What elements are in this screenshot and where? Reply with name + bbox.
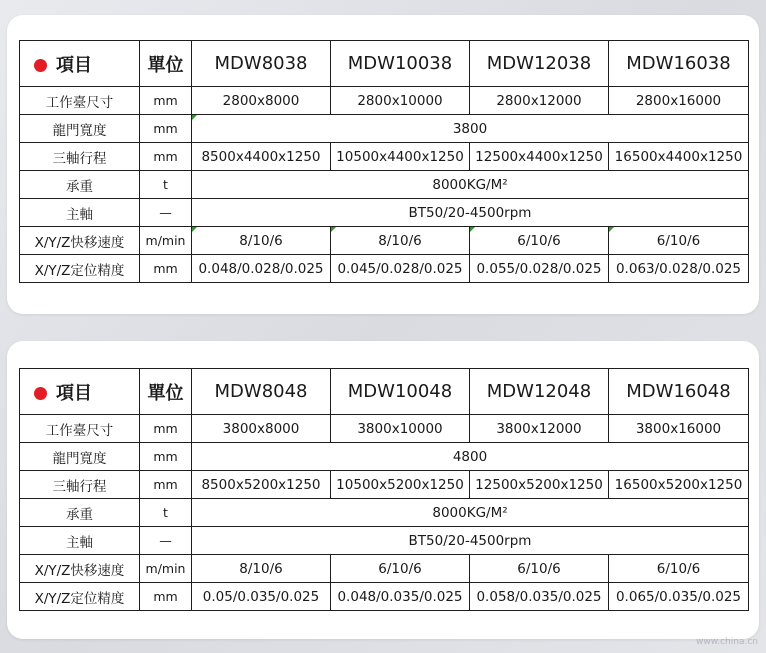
row-unit: m/min <box>140 555 192 583</box>
cell-value: 3800x10000 <box>331 415 470 443</box>
table-row <box>20 527 749 555</box>
cell-shared-value: BT50/20-4500rpm <box>192 527 749 555</box>
cell-value: 8/10/6 <box>331 227 470 255</box>
header-item <box>20 41 140 87</box>
cell-value: 6/10/6 <box>470 555 609 583</box>
cell-value: 6/10/6 <box>609 555 749 583</box>
cell-shared-value: 3800 <box>192 115 749 143</box>
cell-value: 0.058/0.035/0.025 <box>470 583 609 611</box>
table-row <box>20 143 749 171</box>
row-unit: mm <box>140 255 192 283</box>
cell-value: 0.065/0.035/0.025 <box>609 583 749 611</box>
header-item-label: 項目 <box>56 54 92 76</box>
model-header: MDW16048 <box>609 369 749 415</box>
model-header: MDW10048 <box>331 369 470 415</box>
cell-value: 0.045/0.028/0.025 <box>331 255 470 283</box>
cell-value: 12500x4400x1250 <box>470 143 609 171</box>
row-label: 龍門寬度 <box>20 443 140 471</box>
row-unit: t <box>140 171 192 199</box>
row-label: 工作臺尺寸 <box>20 415 140 443</box>
cell-value: 2800x8000 <box>192 87 331 115</box>
row-label: 工作臺尺寸 <box>20 87 140 115</box>
header-item <box>20 369 140 415</box>
model-header: MDW12048 <box>470 369 609 415</box>
row-label: 承重 <box>20 171 140 199</box>
model-header: MDW8038 <box>192 41 331 87</box>
table-row <box>20 199 749 227</box>
model-header: MDW12038 <box>470 41 609 87</box>
cell-value: 6/10/6 <box>331 555 470 583</box>
table-row <box>20 555 749 583</box>
table-row <box>20 87 749 115</box>
cell-value: 2800x10000 <box>331 87 470 115</box>
cell-value: 16500x5200x1250 <box>609 471 749 499</box>
cell-shared-value: 8000KG/M² <box>192 499 749 527</box>
cell-value: 3800x8000 <box>192 415 331 443</box>
table-row <box>20 115 749 143</box>
model-header: MDW8048 <box>192 369 331 415</box>
cell-value: 0.05/0.035/0.025 <box>192 583 331 611</box>
row-label: 主軸 <box>20 527 140 555</box>
row-label: 承重 <box>20 499 140 527</box>
row-unit: m/min <box>140 227 192 255</box>
row-unit: t <box>140 499 192 527</box>
table-row <box>20 415 749 443</box>
header-item-label: 項目 <box>56 382 92 404</box>
cell-value: 2800x16000 <box>609 87 749 115</box>
cell-shared-value: 4800 <box>192 443 749 471</box>
row-label: 三軸行程 <box>20 143 140 171</box>
header-unit: 單位 <box>140 41 192 87</box>
watermark: www.china.cn <box>695 637 758 647</box>
header-row <box>20 369 749 415</box>
row-unit: mm <box>140 415 192 443</box>
cell-value: 6/10/6 <box>470 227 609 255</box>
cell-value: 16500x4400x1250 <box>609 143 749 171</box>
row-unit: mm <box>140 471 192 499</box>
spec-table-2 <box>19 368 749 611</box>
header-row <box>20 41 749 87</box>
row-unit: mm <box>140 583 192 611</box>
cell-value: 8500x5200x1250 <box>192 471 331 499</box>
table-row <box>20 227 749 255</box>
row-unit: mm <box>140 443 192 471</box>
cell-value: 2800x12000 <box>470 87 609 115</box>
row-unit: mm <box>140 143 192 171</box>
cell-value: 8/10/6 <box>192 555 331 583</box>
red-dot-icon <box>34 387 47 400</box>
row-label: 主軸 <box>20 199 140 227</box>
spec-table-1 <box>19 40 749 283</box>
table-row <box>20 471 749 499</box>
spec-card-1 <box>7 15 759 314</box>
cell-value: 0.048/0.028/0.025 <box>192 255 331 283</box>
row-unit: — <box>140 199 192 227</box>
row-label: 三軸行程 <box>20 471 140 499</box>
row-label: 龍門寬度 <box>20 115 140 143</box>
cell-value: 3800x16000 <box>609 415 749 443</box>
model-header: MDW16038 <box>609 41 749 87</box>
table-row <box>20 499 749 527</box>
row-unit: — <box>140 527 192 555</box>
cell-value: 8500x4400x1250 <box>192 143 331 171</box>
cell-shared-value: BT50/20-4500rpm <box>192 199 749 227</box>
table-row <box>20 583 749 611</box>
row-label: X/Y/Z定位精度 <box>20 255 140 283</box>
row-unit: mm <box>140 87 192 115</box>
row-label: X/Y/Z快移速度 <box>20 555 140 583</box>
cell-value: 10500x5200x1250 <box>331 471 470 499</box>
cell-value: 0.063/0.028/0.025 <box>609 255 749 283</box>
cell-value: 0.048/0.035/0.025 <box>331 583 470 611</box>
cell-value: 0.055/0.028/0.025 <box>470 255 609 283</box>
cell-shared-value: 8000KG/M² <box>192 171 749 199</box>
cell-value: 6/10/6 <box>609 227 749 255</box>
red-dot-icon <box>34 59 47 72</box>
row-label: X/Y/Z定位精度 <box>20 583 140 611</box>
model-header: MDW10038 <box>331 41 470 87</box>
cell-value: 12500x5200x1250 <box>470 471 609 499</box>
table-row <box>20 171 749 199</box>
table-row <box>20 255 749 283</box>
row-unit: mm <box>140 115 192 143</box>
header-unit: 單位 <box>140 369 192 415</box>
row-label: X/Y/Z快移速度 <box>20 227 140 255</box>
cell-value: 10500x4400x1250 <box>331 143 470 171</box>
cell-value: 3800x12000 <box>470 415 609 443</box>
spec-card-2 <box>7 341 759 639</box>
cell-value: 8/10/6 <box>192 227 331 255</box>
table-row <box>20 443 749 471</box>
